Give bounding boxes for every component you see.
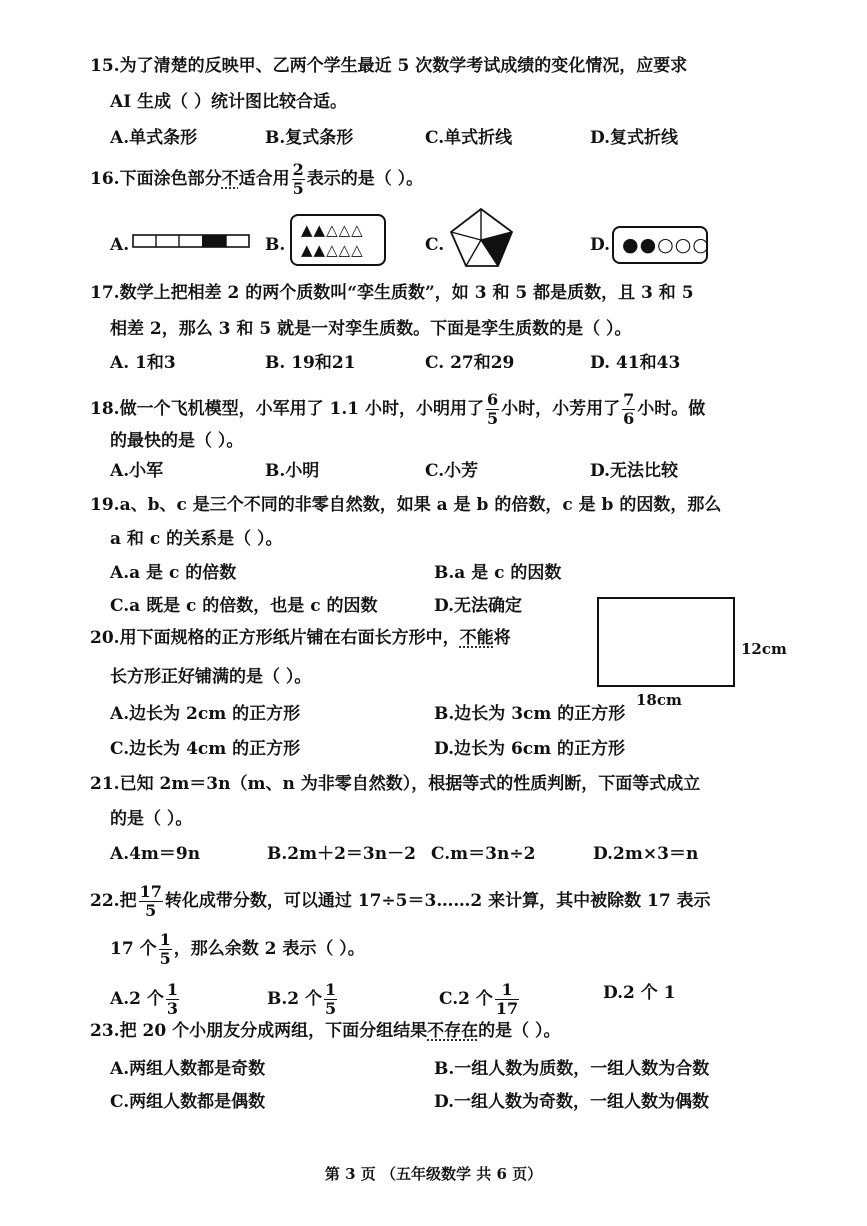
q16-figure-d-box [612, 226, 708, 264]
q22-option-c-fraction [495, 982, 519, 1017]
q18-option-a: A.小军 [110, 461, 164, 481]
q20-stem-post: 将 [493, 628, 511, 648]
q16-figure-c-pentagon [446, 206, 518, 270]
q22-line2-fraction [159, 932, 172, 967]
q16-fraction [292, 162, 305, 197]
q22-stem-pre: 22.把 [90, 891, 137, 911]
q20-option-b: B.边长为 3cm 的正方形 [434, 704, 626, 724]
q22-option-a-num: 1 [166, 980, 178, 999]
q22-option-b [267, 982, 339, 1017]
q19-stem-line2: a 和 c 的关系是（ ）。 [110, 529, 283, 549]
q22-stem-line1 [90, 884, 711, 919]
q21-option-d: D.2m×3＝n [593, 844, 699, 864]
q22-line2-post: ，那么余数 2 表示（ ）。 [173, 939, 365, 959]
q16-figure-b-row1: ▲▲△△△ [301, 221, 364, 239]
q18-stem-post: 小时。做 [637, 399, 706, 419]
q20-option-c: C.边长为 4cm 的正方形 [110, 739, 301, 759]
q18-fraction-2-num: 7 [623, 390, 635, 409]
q19-option-b: B.a 是 c 的因数 [434, 563, 562, 583]
q22-option-b-prefix: B.2 个 [267, 989, 323, 1009]
q17-stem-line1: 17.数学上把相差 2 的两个质数叫“孪生质数”，如 3 和 5 都是质数，且 3 和 5 [90, 283, 694, 303]
q18-option-b: B.小明 [265, 461, 320, 481]
q22-option-d: D.2 个 1 [603, 983, 676, 1003]
q17-option-c: C. 27和29 [425, 353, 515, 373]
q18-fraction-1-num: 6 [487, 390, 499, 409]
q23-stem [90, 1020, 561, 1042]
q20-stem-emphasis: 不能 [459, 628, 494, 648]
q22-stem-line2 [110, 932, 365, 967]
q20-stem-line2: 长方形正好铺满的是（ ）。 [110, 667, 312, 687]
q22-option-c [439, 982, 521, 1017]
q16-label-b: B. [265, 235, 286, 255]
q18-fraction-2-den: 6 [623, 409, 635, 428]
q18-fraction-1 [486, 392, 499, 427]
q22-option-b-fraction [324, 982, 337, 1017]
q17-option-b: B. 19和21 [265, 353, 356, 373]
q16-fraction-num: 2 [292, 160, 304, 179]
q16-stem-mid: 适合用 [238, 169, 290, 189]
q21-option-c: C.m＝3n÷2 [431, 844, 536, 864]
q15-stem-line1: 15.为了清楚的反映甲、乙两个学生最近 5 次数学考试成绩的变化情况，应要求 [90, 56, 688, 76]
q16-label-c: C. [425, 235, 445, 255]
q18-fraction-1-den: 5 [487, 409, 499, 428]
q22-option-b-den: 5 [325, 999, 337, 1018]
q16-stem-post: 表示的是（ ）。 [306, 169, 424, 189]
q20-option-a: A.边长为 2cm 的正方形 [110, 704, 301, 724]
q19-stem-line1: 19.a、b、c 是三个不同的非零自然数，如果 a 是 b 的倍数，c 是 b 的因数，那么 [90, 495, 722, 515]
q18-stem-mid: 小时，小芳用了 [501, 399, 621, 419]
q16-stem-emphasis: 不 [221, 169, 239, 189]
q18-option-d: D.无法比较 [590, 461, 679, 481]
q21-stem-line2: 的是（ ）。 [110, 809, 193, 829]
q22-option-a-den: 3 [166, 999, 178, 1018]
q23-option-d: D.一组人数为奇数，一组人数为偶数 [434, 1092, 710, 1112]
q21-option-a: A.4m＝9n [110, 844, 201, 864]
q20-stem-pre: 20.用下面规格的正方形纸片铺在右面长方形中， [90, 628, 460, 648]
q22-stem-post: 转化成带分数，可以通过 17÷5＝3……2 来计算，其中被除数 17 表示 [164, 891, 711, 911]
q22-option-c-prefix: C.2 个 [439, 989, 493, 1009]
q18-stem-line1 [90, 392, 705, 427]
q16-figure-d-circles: ●●○○○ [622, 234, 710, 256]
q18-stem-line2: 的最快的是（ ）。 [110, 431, 244, 451]
q17-stem-line2: 相差 2，那么 3 和 5 就是一对孪生质数。下面是孪生质数的是（ ）。 [110, 319, 632, 339]
q15-option-d: D.复式折线 [590, 128, 679, 148]
q22-option-a-fraction [166, 982, 179, 1017]
q16-label-d: D. [590, 235, 611, 255]
q23-stem-post: 的是（ ）。 [478, 1021, 561, 1041]
q16-figure-a-bar [132, 233, 252, 249]
q15-stem-line2: AI 生成（ ）统计图比较合适。 [110, 92, 347, 112]
q15-option-a: A.单式条形 [110, 128, 198, 148]
q23-option-b: B.一组人数为质数，一组人数为合数 [434, 1059, 710, 1079]
q16-stem-pre: 16.下面涂色部分 [90, 169, 222, 189]
q16-figure-b-row2: ▲▲△△△ [301, 241, 364, 259]
q22-option-c-den: 17 [495, 999, 519, 1018]
q23-stem-emphasis: 不存在 [427, 1021, 479, 1041]
q20-rectangle [597, 597, 735, 687]
q19-option-a: A.a 是 c 的倍数 [110, 563, 237, 583]
q22-option-a [110, 982, 181, 1017]
q17-option-d: D. 41和43 [590, 353, 681, 373]
q19-option-c: C.a 既是 c 的倍数，也是 c 的因数 [110, 596, 378, 616]
q16-fraction-den: 5 [292, 179, 304, 198]
q22-line2-fraction-den: 5 [159, 949, 171, 968]
q22-option-c-num: 1 [495, 982, 519, 1000]
q20-rect-width-label: 18cm [636, 691, 682, 709]
q22-fraction-num: 17 [139, 882, 162, 901]
q23-stem-pre: 23.把 20 个小朋友分成两组，下面分组结果 [90, 1021, 428, 1041]
q19-option-d: D.无法确定 [434, 596, 523, 616]
q22-line2-pre: 17 个 [110, 939, 157, 959]
q22-line2-fraction-num: 1 [159, 930, 171, 949]
q22-option-a-prefix: A.2 个 [110, 989, 164, 1009]
q23-option-a: A.两组人数都是奇数 [110, 1059, 266, 1079]
q20-rect-height-label: 12cm [741, 640, 787, 658]
q16-label-a: A. [110, 235, 130, 255]
page-footer: 第 3 页 （五年级数学 共 6 页） [324, 1165, 543, 1183]
q21-stem-line1: 21.已知 2m＝3n（m、n 为非零自然数），根据等式的性质判断，下面等式成立 [90, 774, 701, 794]
q20-stem-line1 [90, 627, 511, 649]
q23-option-c: C.两组人数都是偶数 [110, 1092, 266, 1112]
q20-option-d: D.边长为 6cm 的正方形 [434, 739, 626, 759]
q15-option-c: C.单式折线 [425, 128, 513, 148]
q16-figure-b-box [290, 214, 386, 266]
q15-option-b: B.复式条形 [265, 128, 354, 148]
q22-fraction [139, 884, 163, 919]
q22-option-b-num: 1 [325, 980, 337, 999]
q22-fraction-den: 5 [145, 901, 157, 920]
q18-stem-pre: 18.做一个飞机模型，小军用了 1.1 小时，小明用了 [90, 399, 484, 419]
q17-option-a: A. 1和3 [110, 353, 176, 373]
q18-fraction-2 [622, 392, 635, 427]
q16-stem [90, 162, 423, 197]
q18-option-c: C.小芳 [425, 461, 479, 481]
q21-option-b: B.2m＋2＝3n－2 [267, 844, 416, 864]
